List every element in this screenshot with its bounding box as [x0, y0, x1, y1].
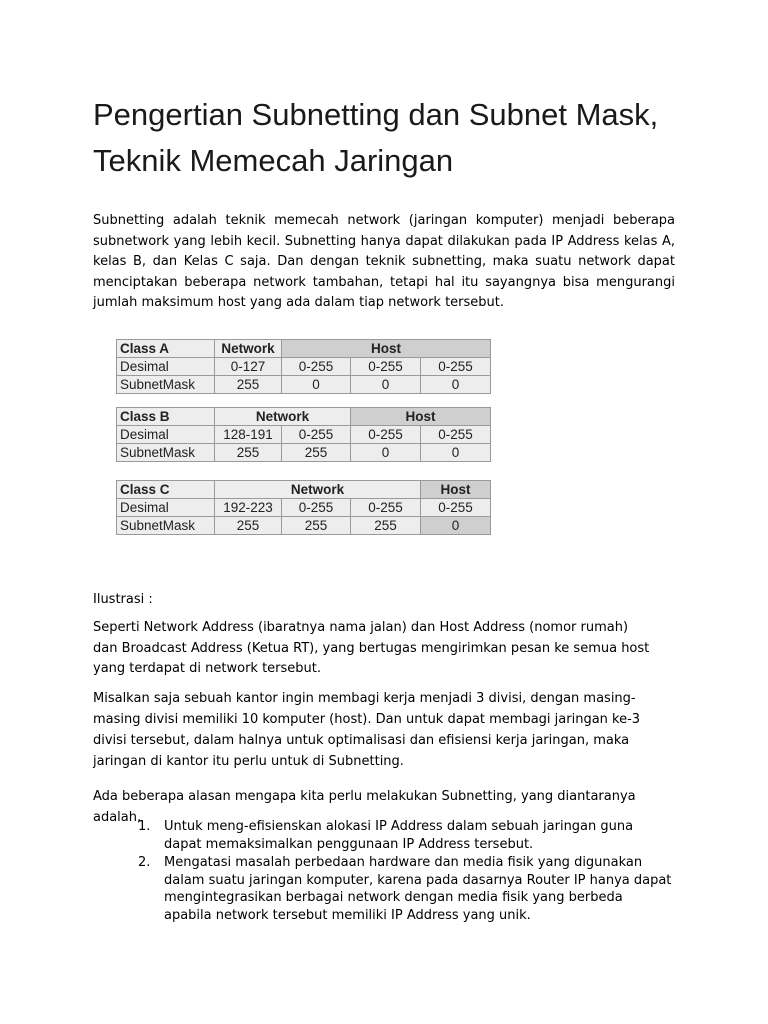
row-label: Desimal — [117, 358, 215, 376]
table-header-row — [117, 340, 491, 358]
row-label: Desimal — [117, 426, 215, 444]
table-row — [117, 499, 491, 517]
list-item-text: Mengatasi masalah perbedaan hardware dan media fisik yang digunakan dalam suatu jaringan komputer, karena pada dasarnya Router IP hanya dapat mengintegrasikan berbagai network dengan media fisik yang berbeda apabila network tersebut memiliki IP Address yang unik. — [164, 855, 672, 923]
table-row — [117, 517, 491, 535]
ilustrasi-label: Ilustrasi : — [93, 592, 153, 607]
table-row — [117, 376, 491, 394]
table-row — [117, 444, 491, 462]
table-cell: 255 — [282, 517, 351, 535]
list-item — [134, 818, 674, 853]
example-paragraph: Misalkan saja sebuah kantor ingin membagi kerja menjadi 3 divisi, dengan masing-masing divisi memiliki 10 komputer (host). Dan untuk dapat membagi jaringan ke-3 divisi tersebut, dalam halnya untuk optimalisasi dan efisiensi kerja jaringan, maka jaringan di kantor itu perlu untuk di Subnetting. — [93, 691, 641, 769]
table-cell: 0 — [282, 376, 351, 394]
class-a-table — [116, 339, 491, 394]
table-cell: 255 — [215, 376, 282, 394]
host-header: Host — [351, 408, 491, 426]
table-cell: 0 — [421, 517, 491, 535]
table-cell: 0-255 — [282, 426, 351, 444]
page-title: Pengertian Subnetting dan Subnet Mask, Teknik Memecah Jaringan — [93, 97, 659, 178]
row-label: Desimal — [117, 499, 215, 517]
class-b-table — [116, 407, 491, 462]
table-cell: 0 — [421, 376, 491, 394]
host-header: Host — [282, 340, 491, 358]
reasons-intro: Ada beberapa alasan mengapa kita perlu melakukan Subnetting, yang diantaranya adalah, — [93, 789, 636, 825]
list-number: 2. — [138, 855, 151, 870]
table-cell: 0 — [421, 444, 491, 462]
table-cell: 128-191 — [215, 426, 282, 444]
table-cell: 255 — [351, 517, 421, 535]
table-cell: 0-255 — [421, 426, 491, 444]
network-header: Network — [215, 481, 421, 499]
table-cell: 0 — [351, 376, 421, 394]
table-cell: 0-255 — [351, 426, 421, 444]
network-header: Network — [215, 340, 282, 358]
table-cell: 0-127 — [215, 358, 282, 376]
class-c-table — [116, 480, 491, 535]
table-header-row — [117, 481, 491, 499]
reasons-list — [134, 818, 674, 925]
table-cell: 0-255 — [421, 499, 491, 517]
table-cell: 255 — [215, 444, 282, 462]
class-label: Class A — [117, 340, 215, 358]
class-label: Class B — [117, 408, 215, 426]
table-header-row — [117, 408, 491, 426]
row-label: SubnetMask — [117, 376, 215, 394]
table-cell: 0-255 — [282, 499, 351, 517]
table-cell: 0-255 — [282, 358, 351, 376]
list-item-text: Untuk meng-efisienskan alokasi IP Address dalam sebuah jaringan guna dapat memaksimalkan penggunaan IP Address tersebut. — [164, 819, 634, 852]
row-label: SubnetMask — [117, 444, 215, 462]
table-cell: 192-223 — [215, 499, 282, 517]
host-header: Host — [421, 481, 491, 499]
table-row — [117, 426, 491, 444]
network-header: Network — [215, 408, 351, 426]
table-cell: 0-255 — [351, 358, 421, 376]
table-cell: 0-255 — [351, 499, 421, 517]
table-cell: 0 — [351, 444, 421, 462]
class-label: Class C — [117, 481, 215, 499]
list-number: 1. — [138, 819, 151, 834]
table-cell: 255 — [215, 517, 282, 535]
table-row — [117, 358, 491, 376]
illustration-paragraph: Seperti Network Address (ibaratnya nama jalan) dan Host Address (nomor rumah) dan Broadcast Address (Ketua RT), yang bertugas mengirimkan pesan ke semua host yang terdapat di network tersebut. — [93, 620, 650, 676]
intro-paragraph: Subnetting adalah teknik memecah network (jaringan komputer) menjadi beberapa subnetwork yang lebih kecil. Subnetting hanya dapat dilakukan pada IP Address kelas A, kelas B, dan Kelas C saja. Dan dengan teknik subnetting, maka suatu network dapat menciptakan beberapa network tambahan, tetapi hal itu sayangnya bisa mengurangi jumlah maksimum host yang ada dalam tiap network tersebut. — [93, 213, 675, 310]
row-label: SubnetMask — [117, 517, 215, 535]
table-cell: 0-255 — [421, 358, 491, 376]
table-cell: 255 — [282, 444, 351, 462]
list-item — [134, 854, 674, 924]
